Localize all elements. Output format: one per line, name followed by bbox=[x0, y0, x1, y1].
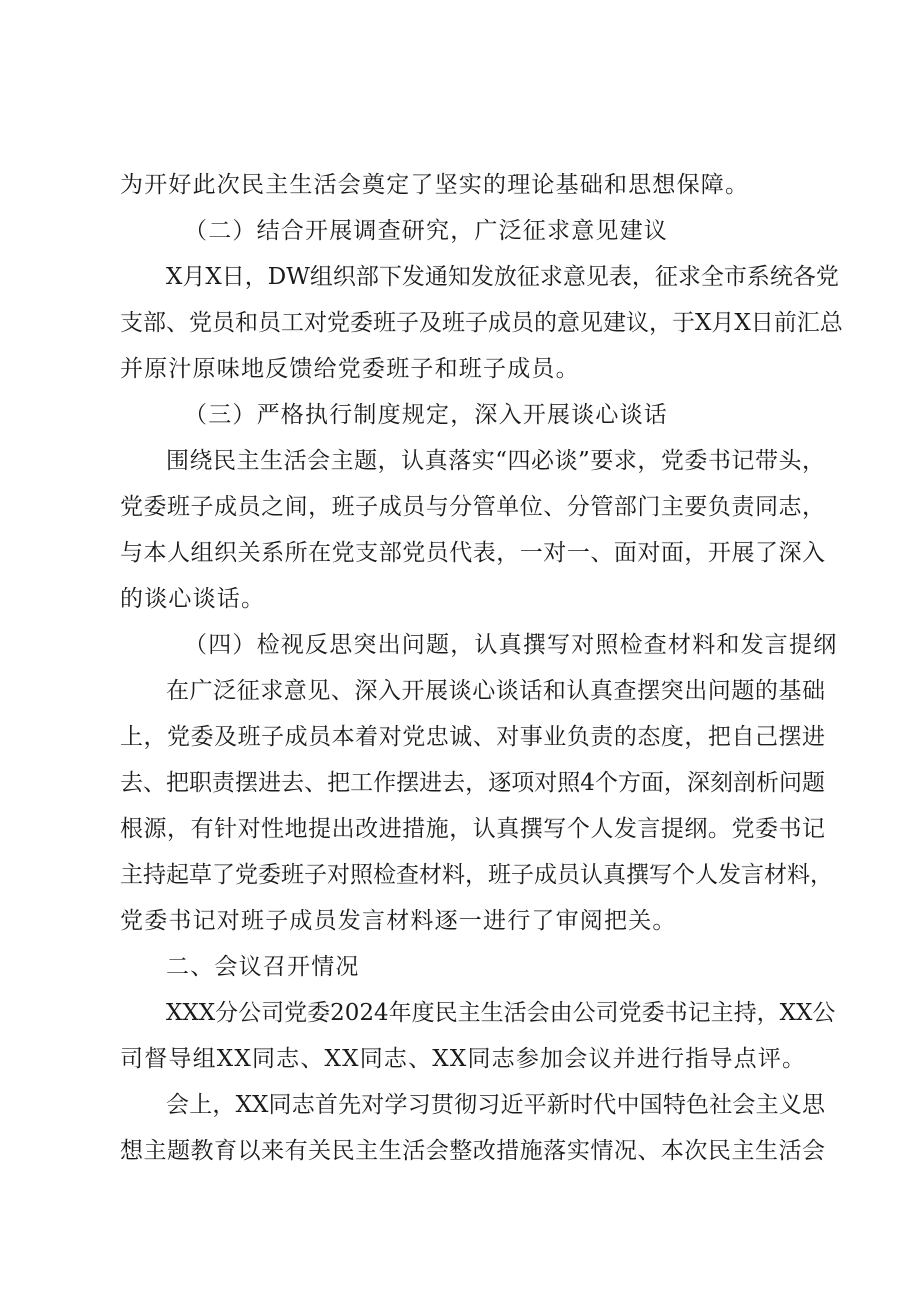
paragraph-line: XXX分公司党委2024年度民主生活会由公司党委书记主持，XX公 bbox=[166, 1000, 836, 1026]
paragraph-line: 围绕民主生活会主题，认真落实“四必谈”要求，党委书记带头， bbox=[166, 448, 825, 474]
paragraph-line: 主持起草了党委班子对照检查材料，班子成员认真撰写个人发言材料， bbox=[120, 862, 833, 888]
paragraph-line: 会上，XX同志首先对学习贯彻习近平新时代中国特色社会主义思 bbox=[166, 1092, 825, 1118]
document-body bbox=[120, 162, 843, 1174]
paragraph-line: 根源，有针对性地提出改进措施，认真撰写个人发言提纲。党委书记 bbox=[120, 816, 825, 842]
section-heading: （三）严格执行制度规定，深入开展谈心谈话 bbox=[184, 402, 668, 428]
paragraph-line: 并原汁原味地反馈给党委班子和班子成员。 bbox=[120, 356, 580, 382]
paragraph-line: 在广泛征求意见、深入开展谈心谈话和认真查摆突出问题的基础 bbox=[166, 678, 825, 704]
paragraph-line: 党委班子成员之间，班子成员与分管单位、分管部门主要负责同志， bbox=[120, 494, 825, 520]
paragraph-line: 为开好此次民主生活会奠定了坚实的理论基础和思想保障。 bbox=[120, 172, 750, 198]
chapter-heading: 二、会议召开情况 bbox=[166, 954, 360, 980]
paragraph-line: 与本人组织关系所在党支部党员代表，一对一、面对面，开展了深入 bbox=[120, 540, 825, 566]
section-heading: （二）结合开展调查研究，广泛征求意见建议 bbox=[184, 218, 668, 244]
paragraph-line: 党委书记对班子成员发言材料逐一进行了审阅把关。 bbox=[120, 908, 677, 934]
paragraph-line: 想主题教育以来有关民主生活会整改措施落实情况、本次民主生活会 bbox=[120, 1138, 825, 1164]
paragraph-line: 上，党委及班子成员本着对党忠诚、对事业负责的态度，把自己摆进 bbox=[120, 724, 825, 750]
paragraph-line: 去、把职责摆进去、把工作摆进去，逐项对照4个方面，深刻剖析问题 bbox=[120, 770, 825, 796]
paragraph-line: 的谈心谈话。 bbox=[120, 586, 266, 612]
paragraph-line: 司督导组XX同志、XX同志、XX同志参加会议并进行指导点评。 bbox=[120, 1046, 807, 1072]
paragraph-line: 支部、党员和员工对党委班子及班子成员的意见建议，于X月X日前汇总 bbox=[120, 310, 843, 336]
section-heading: （四）检视反思突出问题，认真撰写对照检查材料和发言提纲 bbox=[184, 632, 838, 658]
paragraph-line: X月X日，DW组织部下发通知发放征求意见表，征求全市系统各党 bbox=[166, 264, 839, 290]
